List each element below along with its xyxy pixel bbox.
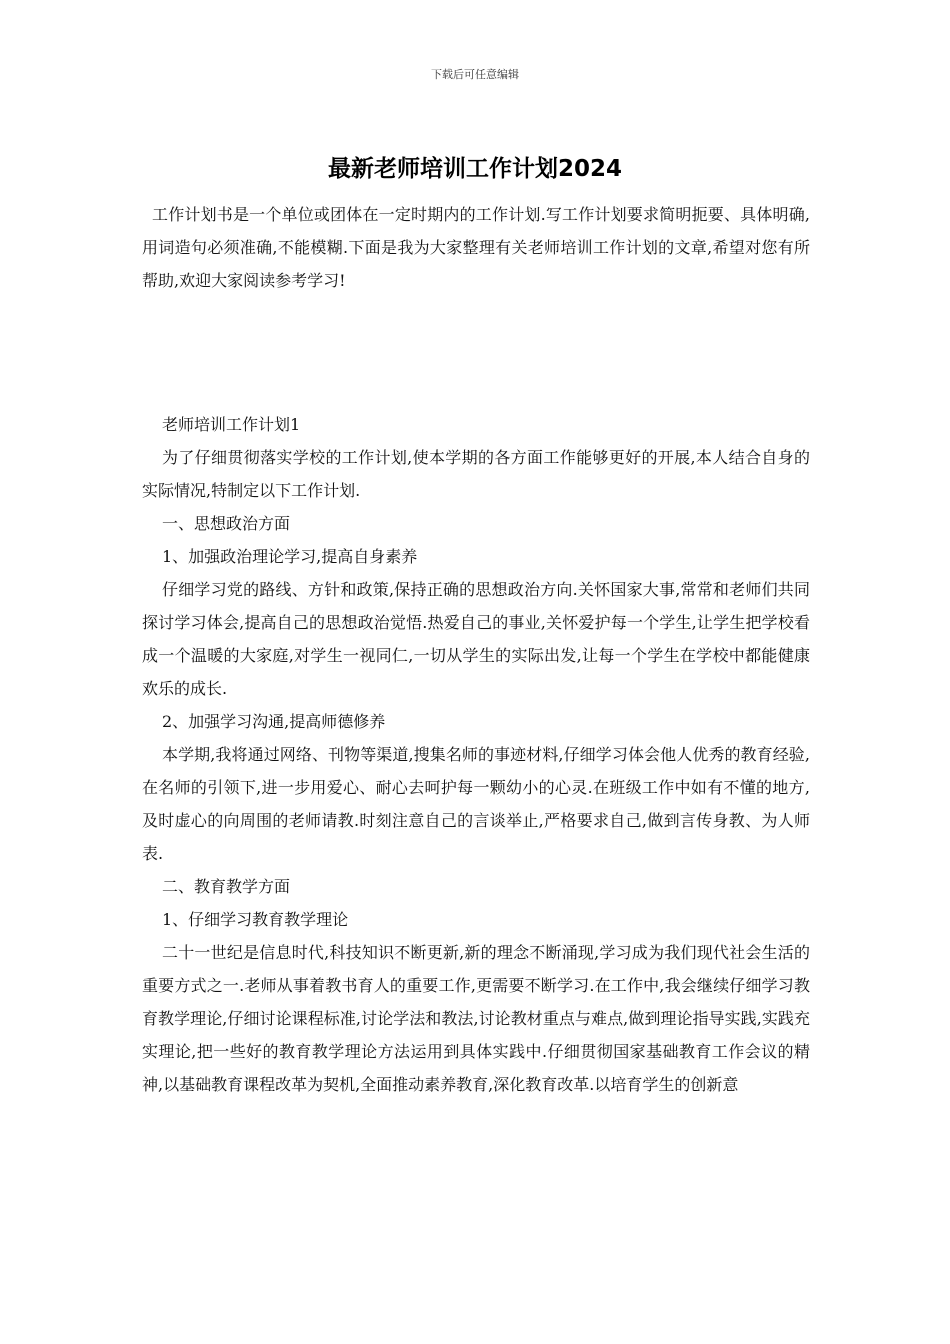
heading-teaching: 二、教育教学方面	[162, 877, 291, 896]
heading-political: 一、思想政治方面	[162, 514, 291, 533]
subheading: 1、加强政治理论学习,提高自身素养	[162, 547, 418, 566]
paragraph: 本学期,我将通过网络、刊物等渠道,搜集名师的事迹材料,仔细学习体会他人优秀的教育经验,在名师的引领下,进一步用爱心、耐心去呵护每一颗幼小的心灵.在班级工作中如有不懂的地方,及时虚心的向周围的老师请教.时刻注意自己的言谈举止,严格要求自己,做到言传身教、为人师表.	[142, 745, 810, 863]
subheading: 2、加强学习沟通,提高师德修养	[162, 712, 386, 731]
intro-paragraph: 工作计划书是一个单位或团体在一定时期内的工作计划.写工作计划要求简明扼要、具体明确,用词造句必须准确,不能模糊.下面是我为大家整理有关老师培训工作计划的文章,希望对您有所帮助,欢迎大家阅读参考学习!	[142, 205, 810, 290]
subheading: 1、仔细学习教育教学理论	[162, 910, 349, 929]
document-title: 最新老师培训工作计划2024	[327, 156, 622, 182]
paragraph: 为了仔细贯彻落实学校的工作计划,使本学期的各方面工作能够更好的开展,本人结合自身的实际情况,特制定以下工作计划.	[142, 448, 810, 500]
paragraph: 二十一世纪是信息时代,科技知识不断更新,新的理念不断涌现,学习成为我们现代社会生活的重要方式之一.老师从事着教书育人的重要工作,更需要不断学习.在工作中,我会继续仔细学习教育教学理论,仔细讨论课程标准,讨论学法和教法,讨论教材重点与难点,做到理论指导实践,实践充实理论,把一些好的教育教学理论方法运用到具体实践中.仔细贯彻国家基础教育工作会议的精神,以基础教育课程改革为契机,全面推动素养教育,深化教育改革.以培育学生的创新意	[142, 943, 810, 1094]
header-note: 下载后可任意编辑	[431, 68, 519, 81]
document-body	[142, 408, 810, 1101]
paragraph: 仔细学习党的路线、方针和政策,保持正确的思想政治方向.关怀国家大事,常常和老师们共同探讨学习体会,提高自己的思想政治觉悟.热爱自己的事业,关怀爱护每一个学生,让学生把学校看成一个温暖的大家庭,对学生一视同仁,一切从学生的实际出发,让每一个学生在学校中都能健康欢乐的成长.	[142, 580, 810, 698]
section-title: 老师培训工作计划1	[162, 415, 301, 434]
